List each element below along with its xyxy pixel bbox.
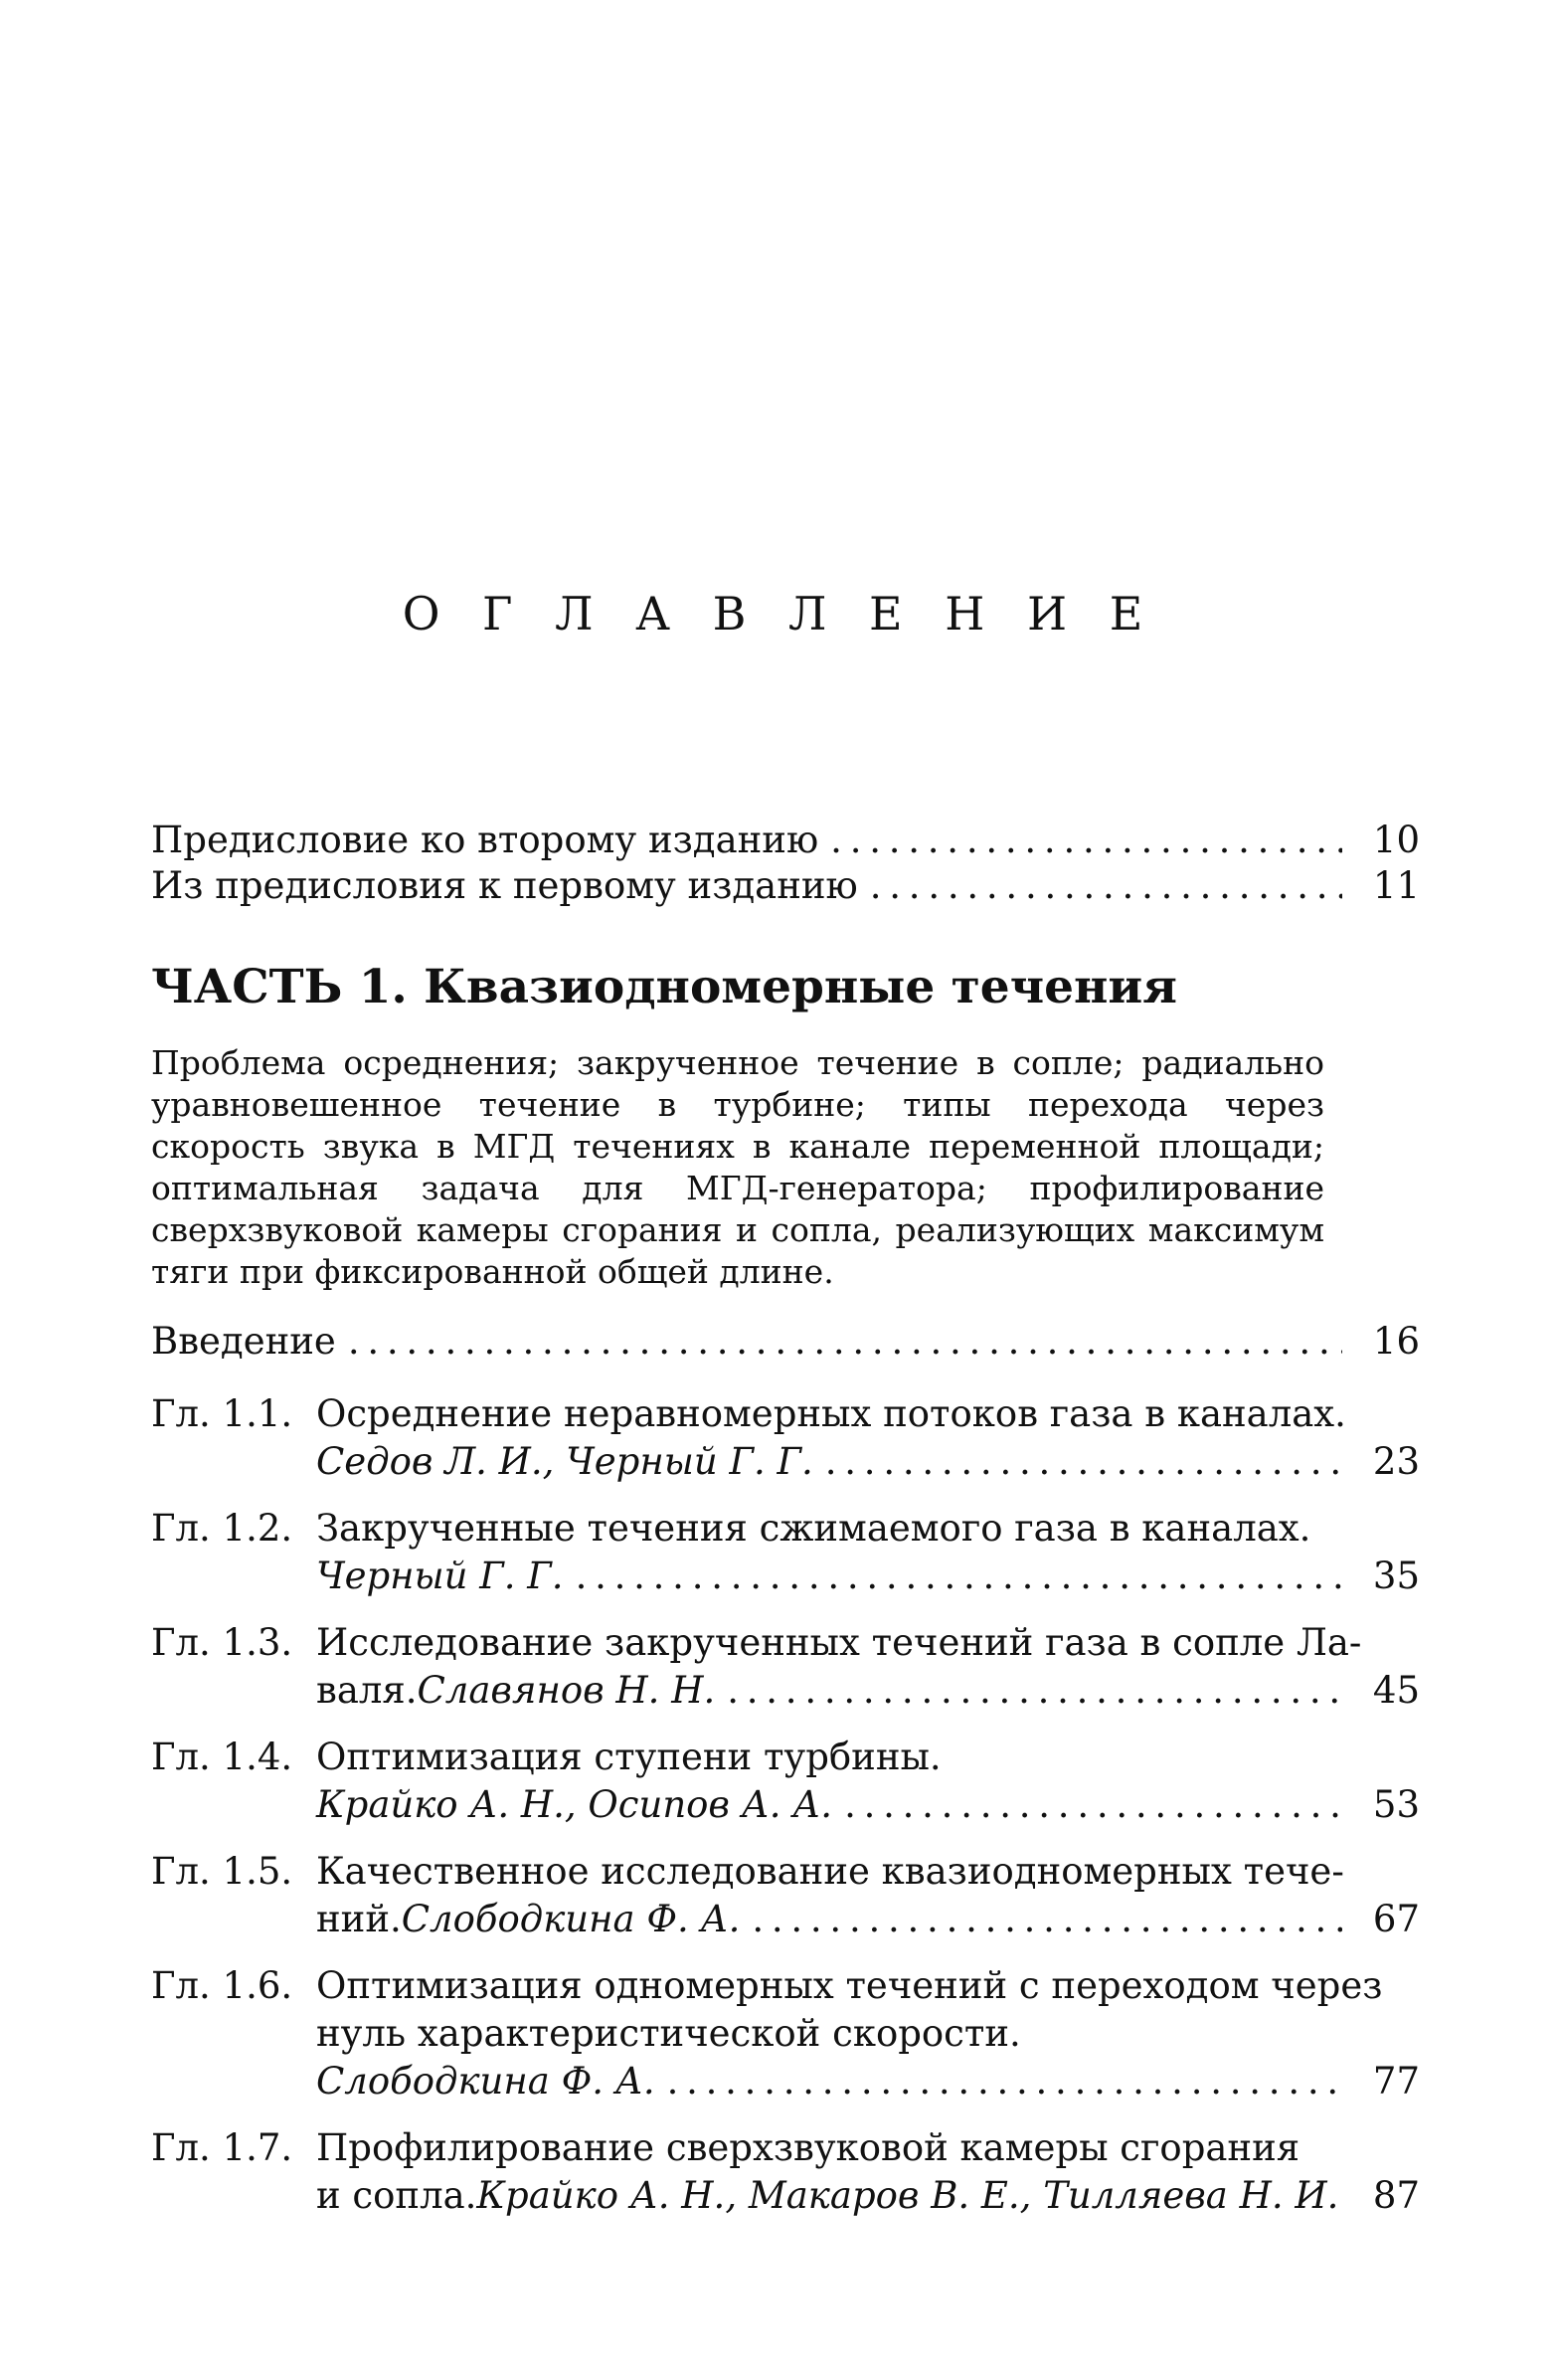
toc-chapter-1-2[interactable]: [151, 1505, 1420, 1600]
chapter-authors: Седов Л. И., Черный Г. Г.: [316, 1440, 813, 1483]
chapter-title: Качественное исследование квазиодномерных тече-: [316, 1850, 1344, 1893]
leader-dots: [870, 863, 1342, 909]
leader-dots: [830, 818, 1342, 863]
chapter-authors: Крайко А. Н., Макаров В. Е., Тилляева Н. И.: [476, 2174, 1339, 2217]
chapter-page: 87: [1372, 2174, 1420, 2217]
toc-chapter-1-6[interactable]: [151, 1962, 1420, 2105]
toc-entry-preface-1[interactable]: [151, 863, 1420, 909]
chapter-authors: Черный Г. Г.: [316, 1555, 564, 1597]
toc-chapter-1-5[interactable]: [151, 1848, 1420, 1943]
part-abstract: Проблема осреднения; закрученное течение в сопле; радиально уравновешенное течение в турбине; типы перехода через скорость звука в МГД течениях в канале переменной площади; оптимальная задача для МГД-генератора; профилирование сверхзвуковой камеры сгорания и сопла, реализующих максимум тяги при фиксированной общей длине.: [151, 1043, 1324, 1291]
chapter-number: Гл. 1.2.: [151, 1507, 293, 1550]
chapter-title-continued: ний.: [316, 1898, 402, 1940]
leader-dots: [576, 1553, 1342, 1600]
chapter-authors: Славянов Н. Н.: [417, 1669, 716, 1712]
leader-dots: [348, 1319, 1342, 1365]
toc-entry-title: Предисловие ко второму изданию: [151, 819, 819, 861]
chapter-page: 77: [1372, 2060, 1420, 2103]
chapter-page: 67: [1372, 1898, 1420, 1940]
chapter-page: 53: [1372, 1783, 1420, 1826]
chapter-number: Гл. 1.7.: [151, 2126, 293, 2169]
toc-chapter-1-7[interactable]: [151, 2124, 1420, 2220]
toc-entry-page: 10: [1372, 819, 1420, 861]
chapter-authors: Слободкина Ф. А.: [316, 2060, 655, 2103]
chapter-title-line2: нуль характеристической скорости.: [316, 2012, 1021, 2055]
toc-entry-page: 11: [1372, 864, 1420, 907]
toc-entry-title: Из предисловия к первому изданию: [151, 864, 858, 907]
chapter-title: Закрученные течения сжимаемого газа в каналах.: [316, 1507, 1311, 1550]
chapter-title: Осреднение неравномерных потоков газа в каналах.: [316, 1392, 1346, 1435]
chapter-authors: Слободкина Ф. А.: [401, 1898, 741, 1940]
leader-dots: [727, 1667, 1342, 1715]
leader-dots: [844, 1781, 1342, 1829]
toc-entry-introduction[interactable]: [151, 1319, 1420, 1365]
chapter-number: Гл. 1.1.: [151, 1392, 293, 1435]
leader-dots: [667, 2058, 1342, 2105]
chapter-page: 35: [1372, 1555, 1420, 1597]
chapter-page: 23: [1372, 1440, 1420, 1483]
toc-entry-page: 16: [1372, 1320, 1420, 1363]
leader-dots: [825, 1438, 1342, 1486]
chapter-number: Гл. 1.5.: [151, 1850, 293, 1893]
toc-chapter-1-4[interactable]: [151, 1734, 1420, 1829]
chapter-page: 45: [1372, 1669, 1420, 1712]
toc-entry-preface-2[interactable]: [151, 818, 1420, 863]
toc-chapter-1-3[interactable]: [151, 1619, 1420, 1715]
part-title: ЧАСТЬ 1. Квазиодномерные течения: [151, 960, 1177, 1014]
chapter-title: Оптимизация ступени турбины.: [316, 1736, 942, 1778]
chapter-title-continued: валя.: [316, 1669, 418, 1712]
toc-entry-title: Введение: [151, 1320, 336, 1363]
chapter-number: Гл. 1.6.: [151, 1964, 293, 2007]
toc-chapter-1-1[interactable]: [151, 1390, 1420, 1486]
chapter-title: Исследование закрученных течений газа в сопле Ла-: [316, 1621, 1362, 1664]
leader-dots: [752, 1896, 1342, 1943]
page-title: О Г Л А В Л Е Н И Е: [402, 587, 1157, 641]
chapter-title: Оптимизация одномерных течений с переходом через: [316, 1964, 1383, 2007]
chapter-number: Гл. 1.3.: [151, 1621, 293, 1664]
chapter-authors: Крайко А. Н., Осипов А. А.: [316, 1783, 833, 1826]
chapter-title-continued: и сопла.: [316, 2174, 477, 2217]
chapter-title: Профилирование сверхзвуковой камеры сгорания: [316, 2126, 1300, 2169]
chapter-number: Гл. 1.4.: [151, 1736, 293, 1778]
